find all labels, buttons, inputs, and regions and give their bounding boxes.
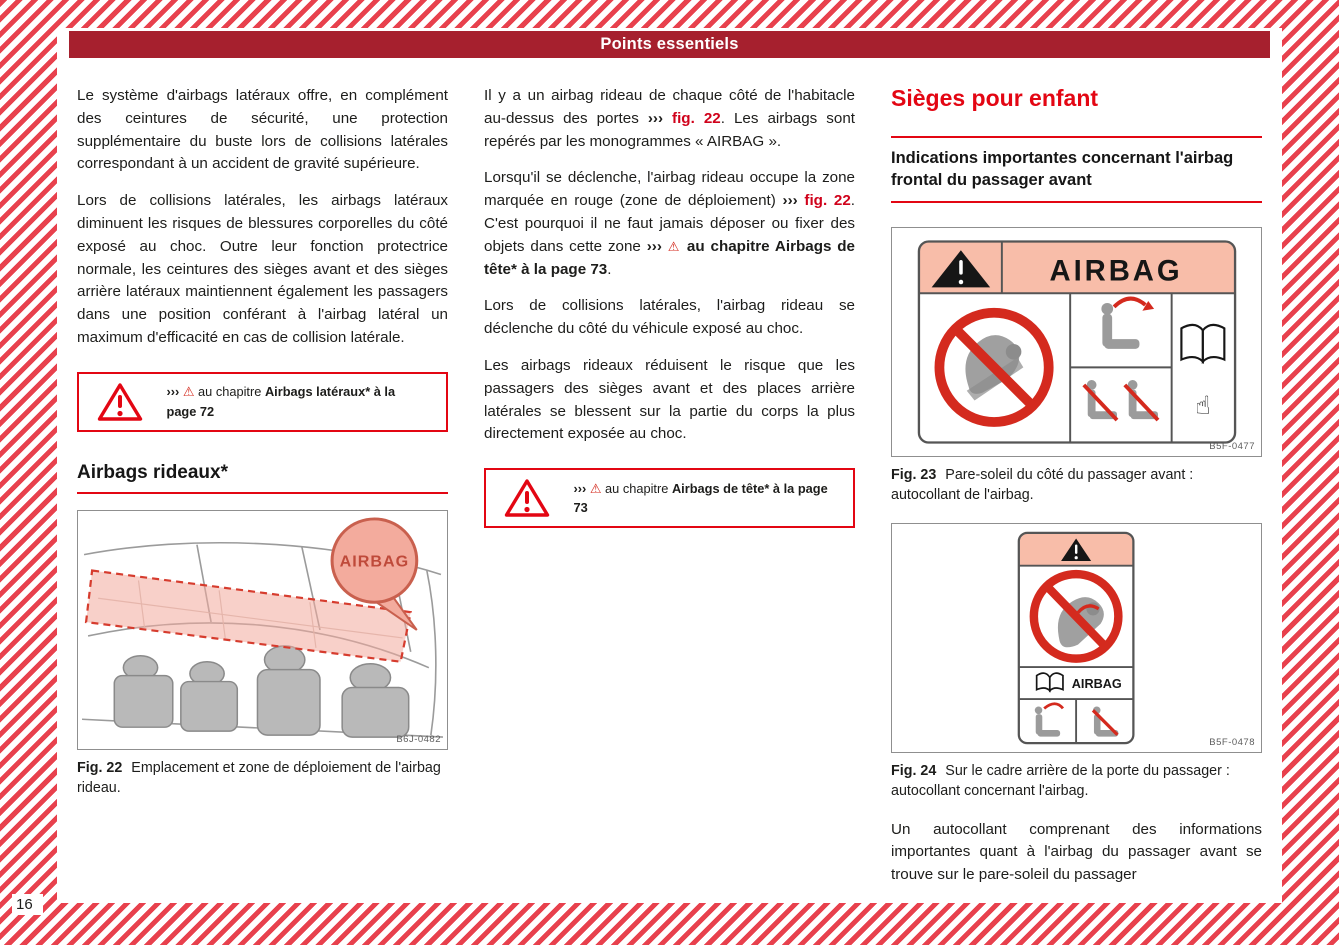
seats-silhouettes xyxy=(114,646,408,737)
warning-box-airbags-de-tete xyxy=(484,468,855,528)
column-right xyxy=(891,85,1262,901)
reference-arrows: ››› xyxy=(782,192,805,210)
figure-24-caption: Fig. 24 Sur le cadre arrière de la porte du passager : autocollant concernant l'airbag. xyxy=(891,762,1230,799)
figure-23-label: Fig. 23 xyxy=(891,466,937,483)
content-columns xyxy=(63,58,1276,901)
figure-24-code: B5F-0478 xyxy=(1209,736,1255,748)
page-header xyxy=(69,31,1270,58)
reference-arrows: ››› xyxy=(573,480,590,496)
warning-triangle-icon xyxy=(97,382,143,422)
seat-pictogram xyxy=(1101,303,1139,349)
figure-23-caption: Fig. 23 Pare-soleil du côté du passager avant : autocollant de l'airbag. xyxy=(891,466,1194,503)
warning-triangle-icon xyxy=(504,478,550,518)
paragraph-curtain-1: Il y a un airbag rideau de chaque côté de l'habitacle au-dessus des portes ››› fig. 22. Les airbags sont repérés par les monogrammes « AIRBAG ». xyxy=(484,87,855,150)
column-middle xyxy=(484,85,855,901)
figure-22-image xyxy=(77,510,448,750)
manual-page xyxy=(57,28,1282,903)
subheading-airbag-frontal: Indications importantes concernant l'airbag frontal du passager avant xyxy=(891,136,1262,203)
warning-text: ››› ⚠ au chapitre Airbags latéraux* à la page 72 xyxy=(166,384,396,419)
figure-22-code: B6J-0482 xyxy=(396,733,441,745)
page-header-title: Points essentiels xyxy=(600,35,739,53)
airbag-door-sticker xyxy=(1016,530,1136,746)
reference-arrows: ››› xyxy=(166,384,183,400)
paragraph-side-airbags-2: Lors de collisions latérales, les airbags latéraux diminuent les risques de blessures corporelles du côté exposé au choc. Outre leur fonction protectrice normale, les ceintures des sièges avant et des sièges arrière latéraux maintiennent également les passagers dans une position conférant à l'airbag latéral un maximum d'efficacité en cas de collision latérale. xyxy=(77,192,448,346)
airbag-sunvisor-sticker xyxy=(916,238,1238,446)
pointing-hand-icon: ☝ xyxy=(1194,389,1211,420)
warning-icon-inline: ⚠ xyxy=(589,480,602,496)
chapter-title-sieges-pour-enfant: Sièges pour enfant xyxy=(891,85,1099,111)
airbag-balloon-label: AIRBAG xyxy=(339,553,410,571)
page-number: 16 xyxy=(12,894,43,915)
reference-arrows: ››› xyxy=(647,109,673,127)
figure-23-image xyxy=(891,227,1262,457)
fig-22-reference: fig. 22 xyxy=(804,192,851,210)
column-left xyxy=(77,85,448,901)
paragraph-side-airbags-1: Le système d'airbags latéraux offre, en complément des ceintures de sécurité, une protection supplémentaire du buste lors de collisions latérales correspondant à un accident de gravité supérieure. xyxy=(77,87,448,173)
warning-icon-inline: ⚠ xyxy=(182,384,195,400)
warning-icon-inline: ⚠ xyxy=(667,238,682,254)
sticker-airbag-title: AIRBAG xyxy=(1072,676,1123,691)
paragraph-passenger-airbag-sticker: Un autocollant comprenant des informations importantes quant à l'airbag du passager avant se trouve sur le pare-soleil du passager xyxy=(891,820,1262,884)
figure-24-image xyxy=(891,523,1262,753)
warning-text: ››› ⚠ au chapitre Airbags de tête* à la page 73 xyxy=(573,480,828,516)
prohibition-sign xyxy=(1034,574,1119,659)
figure-23-code: B5F-0477 xyxy=(1209,440,1255,452)
manual-book-icon xyxy=(1037,673,1063,690)
paragraph-curtain-2: Lorsqu'il se déclenche, l'airbag rideau occupe la zone marquée en rouge (zone de déploiement) ››› fig. 22. C'est pourquoi il ne faut jamais déposer ou fixer des objets dans cette zone ››› ⚠ au chapitre Airbags de tête* à la page 73. xyxy=(484,169,856,278)
figure-22-label: Fig. 22 xyxy=(77,759,123,776)
manual-book-icon xyxy=(1181,324,1224,361)
paragraph-curtain-3: Lors de collisions latérales, l'airbag rideau se déclenche du côté du véhicule exposé au choc. xyxy=(484,297,855,338)
paragraph-curtain-4: Les airbags rideaux réduisent le risque que les passagers des sièges avant et des places arrière latérales se blessent sur la partie du corps la plus directement exposée au choc. xyxy=(484,356,855,443)
figure-24-label: Fig. 24 xyxy=(891,762,937,779)
fig-22-reference: fig. 22 xyxy=(672,109,721,127)
prohibition-sign xyxy=(939,312,1048,421)
warning-box-airbags-lateraux xyxy=(77,372,448,432)
curtain-airbag-illustration xyxy=(78,511,447,749)
section-heading-airbags-rideaux: Airbags rideaux* xyxy=(77,462,448,494)
figure-22-caption: Fig. 22 Emplacement et zone de déploiement de l'airbag rideau. xyxy=(77,759,441,796)
sticker-airbag-title: AIRBAG xyxy=(1049,255,1183,288)
reference-arrows: ››› xyxy=(646,237,668,255)
